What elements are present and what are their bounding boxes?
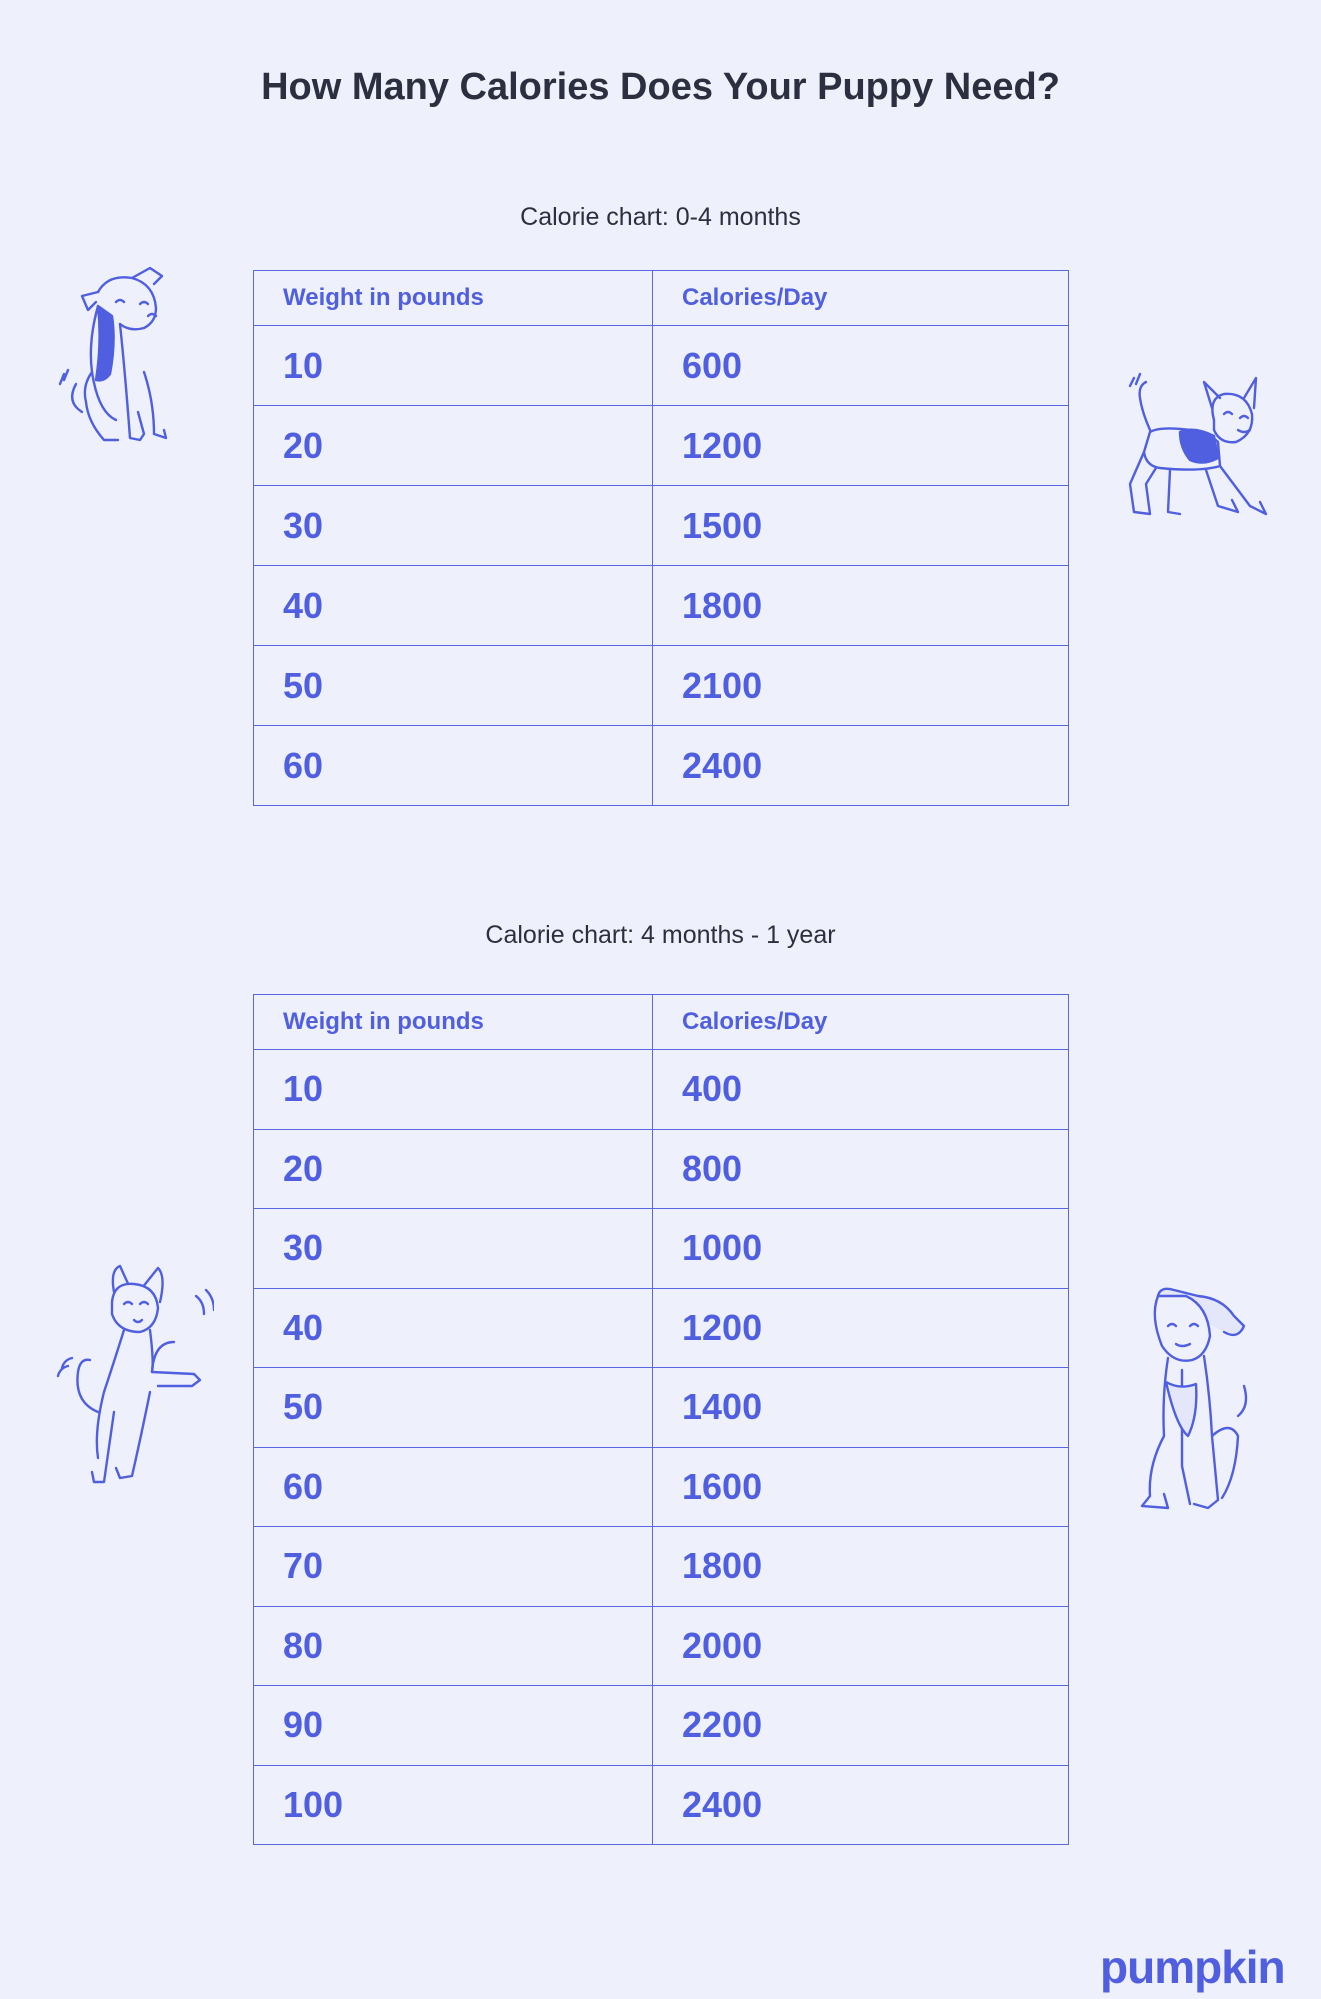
- table-row: [254, 1447, 1069, 1527]
- table-row: [254, 566, 1069, 646]
- calories-cell: 1400: [653, 1368, 1069, 1448]
- table-row: [254, 486, 1069, 566]
- calories-cell: 1000: [653, 1209, 1069, 1289]
- table-row: [254, 1368, 1069, 1448]
- weight-cell: 40: [254, 566, 653, 646]
- weight-cell: 50: [254, 1368, 653, 1448]
- dog-pawing-icon: [54, 1262, 214, 1492]
- weight-cell: 10: [254, 1050, 653, 1130]
- weight-cell: 60: [254, 726, 653, 806]
- table-row: [254, 1129, 1069, 1209]
- header-weight: Weight in pounds: [254, 271, 653, 326]
- table-row: [254, 406, 1069, 486]
- calories-cell: 2100: [653, 646, 1069, 726]
- table-row: [254, 1209, 1069, 1289]
- calories-cell: 1600: [653, 1447, 1069, 1527]
- calories-cell: 400: [653, 1050, 1069, 1130]
- table-row: [254, 326, 1069, 406]
- weight-cell: 100: [254, 1765, 653, 1845]
- header-weight: Weight in pounds: [254, 995, 653, 1050]
- calories-cell: 1200: [653, 1288, 1069, 1368]
- chart-1-title: Calorie chart: 0-4 months: [520, 203, 801, 231]
- dog-standing-icon: [1120, 372, 1270, 532]
- weight-cell: 90: [254, 1686, 653, 1766]
- table-row: [254, 646, 1069, 726]
- weight-cell: 20: [254, 1129, 653, 1209]
- table-header-row: [254, 995, 1069, 1050]
- calories-cell: 1800: [653, 566, 1069, 646]
- header-calories: Calories/Day: [653, 995, 1069, 1050]
- table-row: [254, 1288, 1069, 1368]
- calories-cell: 800: [653, 1129, 1069, 1209]
- table-row: [254, 1050, 1069, 1130]
- calories-cell: 2200: [653, 1686, 1069, 1766]
- table-row: [254, 1765, 1069, 1845]
- table-row: [254, 1606, 1069, 1686]
- table-row: [254, 1686, 1069, 1766]
- calories-cell: 2000: [653, 1606, 1069, 1686]
- calories-cell: 2400: [653, 1765, 1069, 1845]
- calorie-table-4-months-1-year: [253, 994, 1069, 1845]
- dog-sitting-icon: [58, 262, 170, 452]
- table-header-row: [254, 271, 1069, 326]
- weight-cell: 50: [254, 646, 653, 726]
- weight-cell: 30: [254, 486, 653, 566]
- weight-cell: 10: [254, 326, 653, 406]
- dog-sitting-icon: [1138, 1286, 1256, 1518]
- chart-2-title: Calorie chart: 4 months - 1 year: [485, 921, 836, 949]
- calories-cell: 2400: [653, 726, 1069, 806]
- header-calories: Calories/Day: [653, 271, 1069, 326]
- calories-cell: 1500: [653, 486, 1069, 566]
- calorie-table-0-4-months: [253, 270, 1069, 806]
- weight-cell: 30: [254, 1209, 653, 1289]
- calories-cell: 1200: [653, 406, 1069, 486]
- calories-cell: 1800: [653, 1527, 1069, 1607]
- page-title: How Many Calories Does Your Puppy Need?: [261, 66, 1060, 108]
- weight-cell: 20: [254, 406, 653, 486]
- weight-cell: 70: [254, 1527, 653, 1607]
- table-row: [254, 726, 1069, 806]
- calories-cell: 600: [653, 326, 1069, 406]
- weight-cell: 60: [254, 1447, 653, 1527]
- weight-cell: 80: [254, 1606, 653, 1686]
- weight-cell: 40: [254, 1288, 653, 1368]
- table-row: [254, 1527, 1069, 1607]
- pumpkin-logo: pumpkin: [1100, 1941, 1285, 1993]
